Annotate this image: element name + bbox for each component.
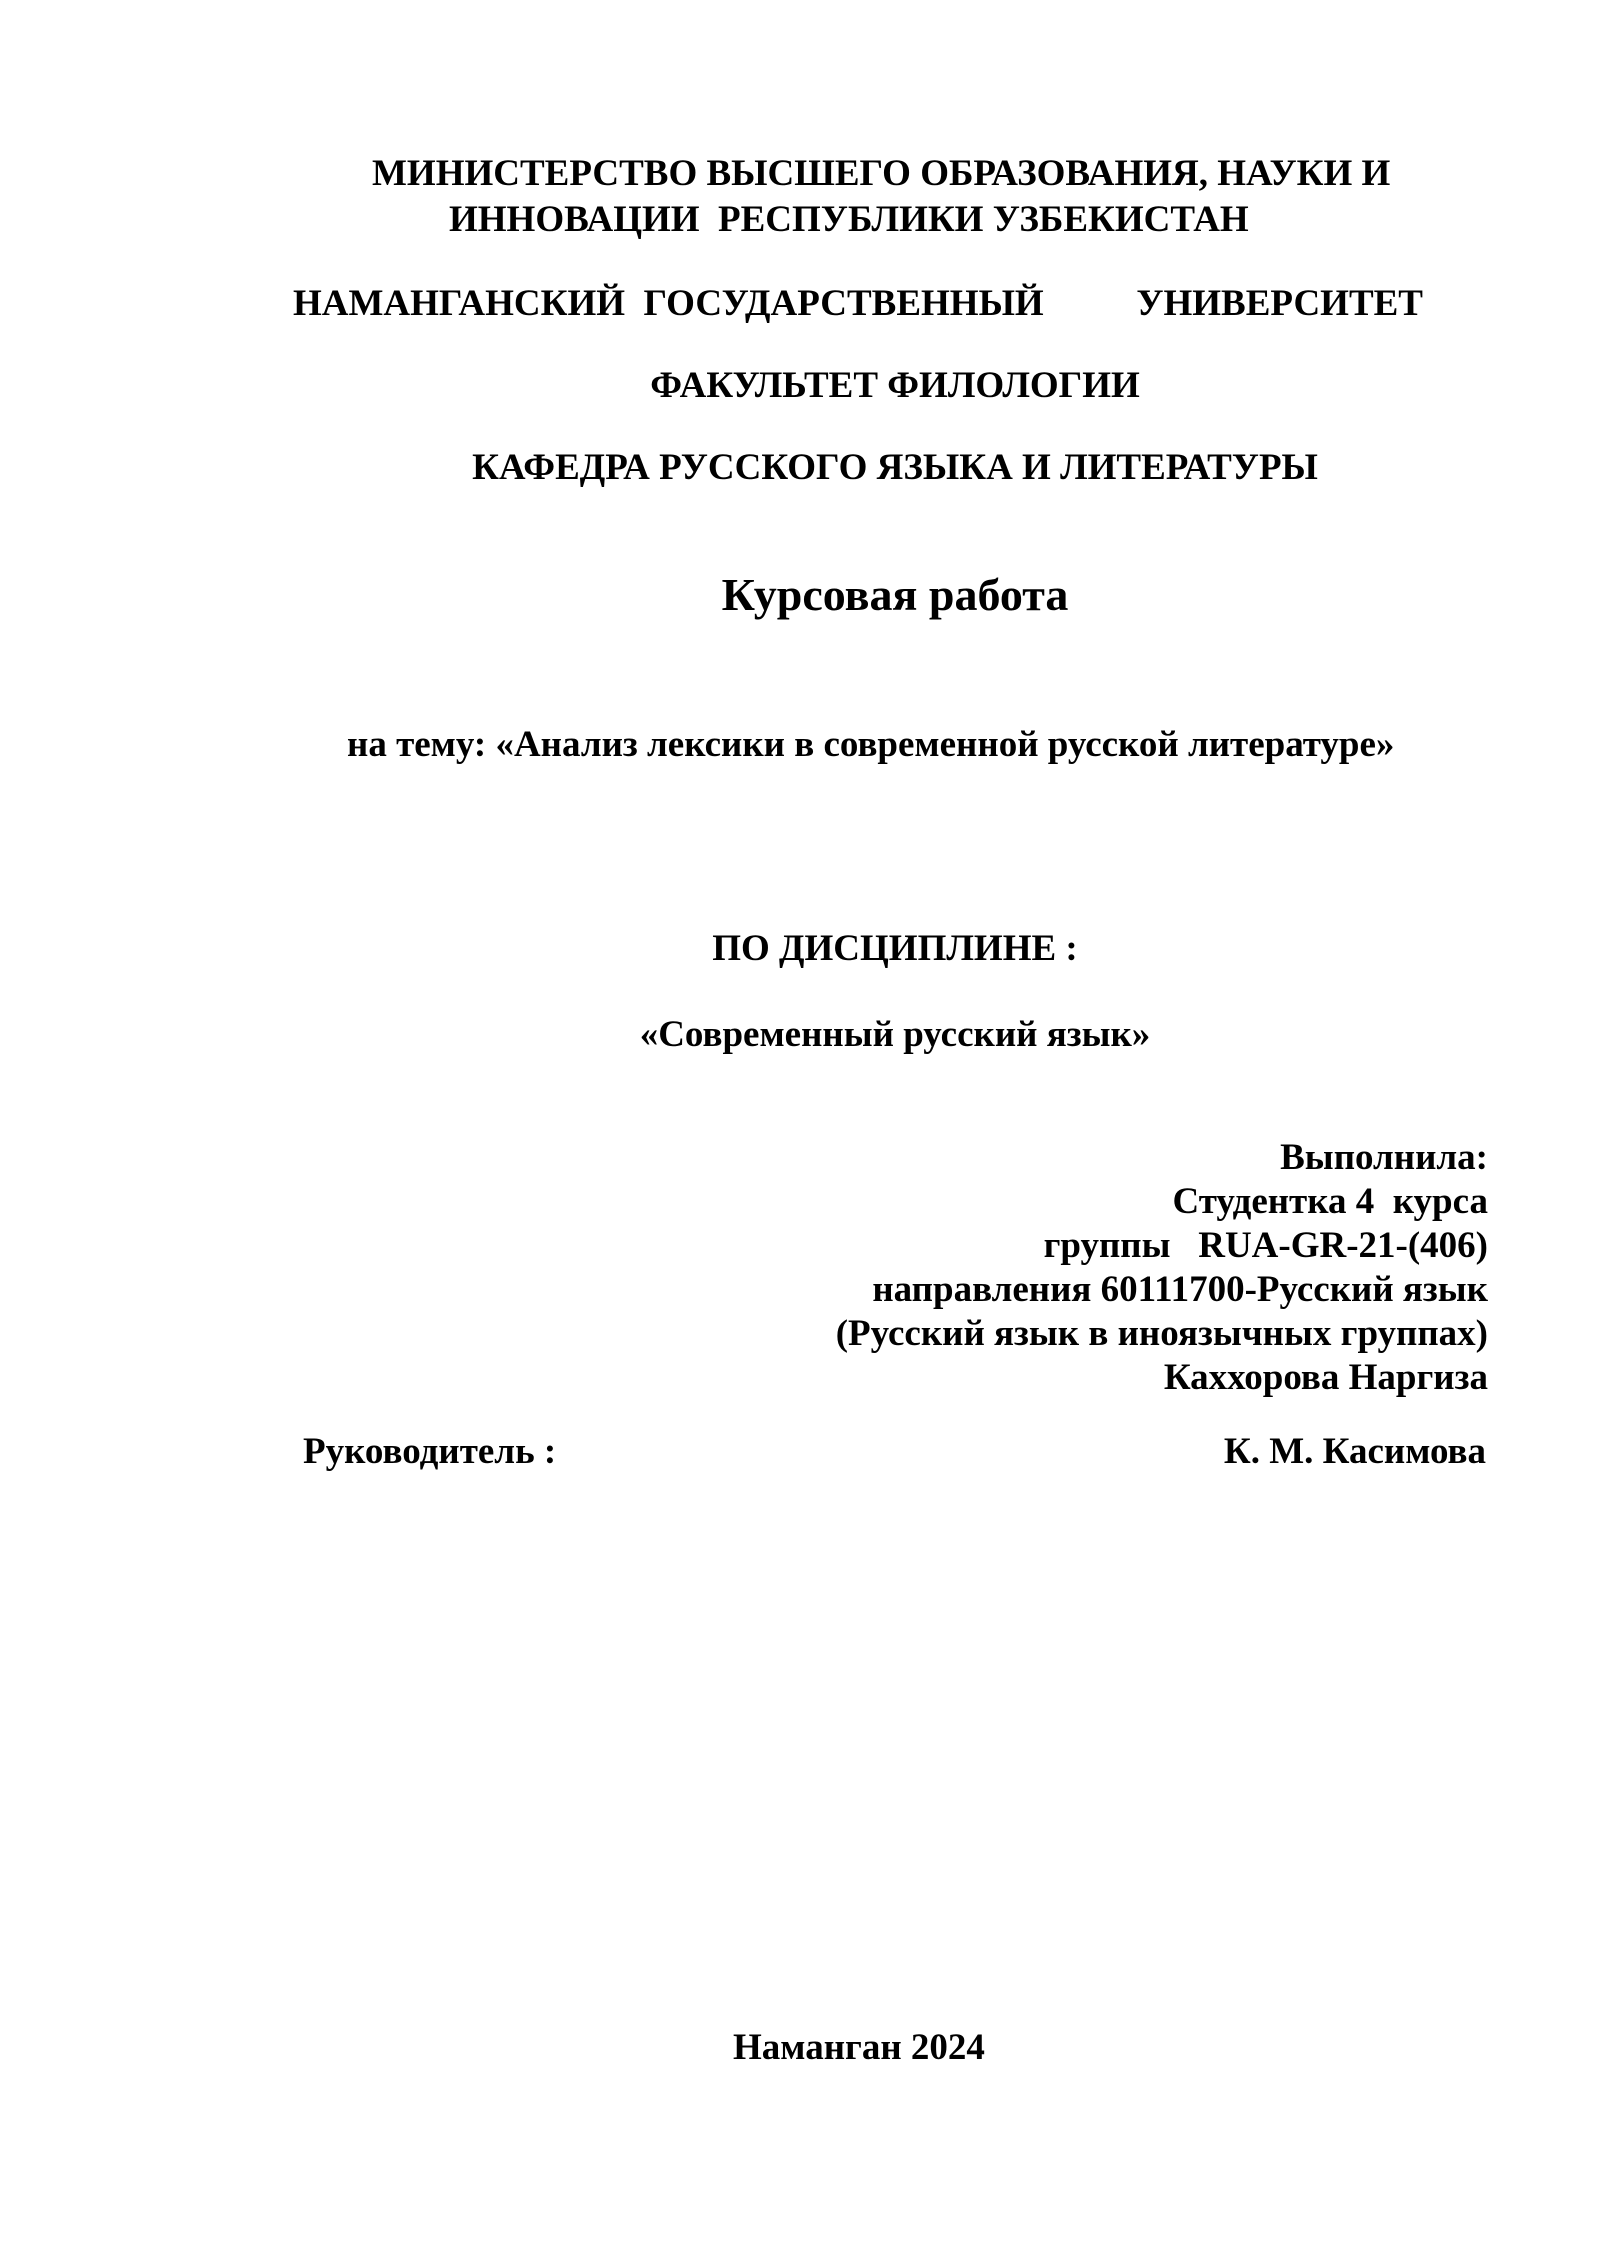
author-course: Студентка 4 курса	[1172, 1181, 1488, 1222]
supervisor-row	[303, 1430, 1486, 1474]
author-specialization: (Русский язык в иноязычных группах)	[835, 1313, 1488, 1354]
work-type-title: Курсовая работа	[721, 569, 1069, 620]
author-direction: направления 60111700-Русский язык	[872, 1269, 1488, 1310]
faculty-heading: ФАКУЛЬТЕТ ФИЛОЛОГИИ	[650, 365, 1140, 406]
university-name-left: НАМАНГАНСКИЙ ГОСУДАРСТВЕННЫЙ	[293, 283, 1044, 324]
university-name-right: УНИВЕРСИТЕТ	[1136, 283, 1423, 324]
author-label: Выполнила:	[1280, 1137, 1488, 1178]
supervisor-label: Руководитель :	[303, 1431, 557, 1472]
author-name: Каххорова Наргиза	[1163, 1357, 1488, 1398]
supervisor-name: К. М. Касимова	[1223, 1431, 1486, 1472]
city-year: Наманган 2024	[733, 2027, 985, 2068]
author-group: группы RUA-GR-21-(406)	[1043, 1225, 1488, 1266]
ministry-line-1: МИНИСТЕРСТВО ВЫСШЕГО ОБРАЗОВАНИЯ, НАУКИ И	[372, 153, 1391, 194]
work-topic: на тему: «Анализ лексики в современной русской литературе»	[347, 724, 1395, 765]
university-heading	[293, 282, 1423, 326]
ministry-line-2: ИННОВАЦИИ РЕСПУБЛИКИ УЗБЕКИСТАН	[449, 199, 1249, 240]
author-block	[836, 1136, 1488, 1400]
discipline-label: ПО ДИСЦИПЛИНЕ :	[712, 928, 1078, 969]
department-heading: КАФЕДРА РУССКОГО ЯЗЫКА И ЛИТЕРАТУРЫ	[472, 447, 1318, 488]
discipline-name: «Современный русский язык»	[639, 1014, 1151, 1055]
